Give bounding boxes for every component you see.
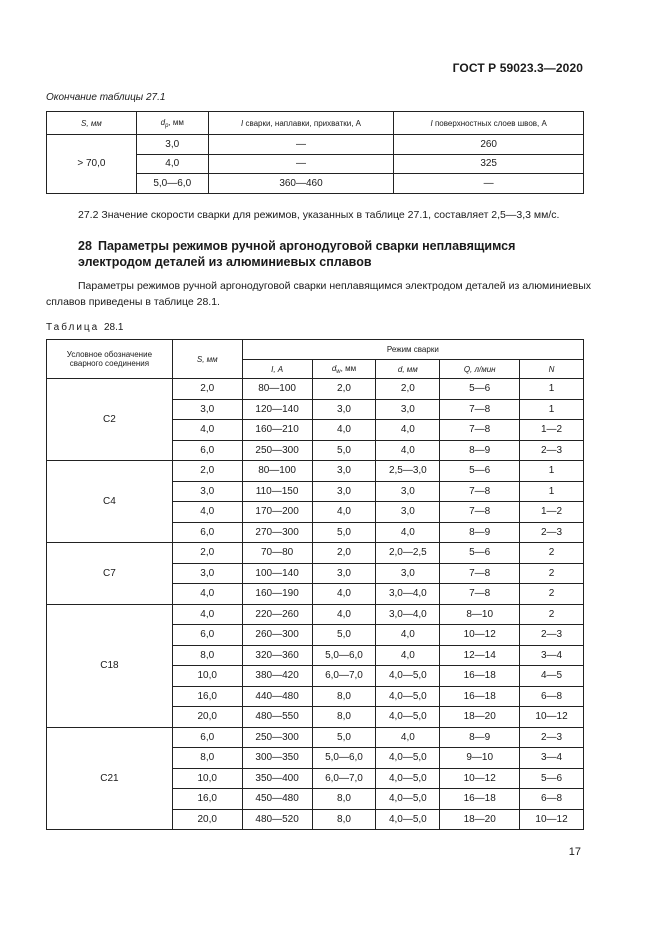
table-cell: 9—10: [440, 748, 520, 769]
table-cell: 5,0: [312, 727, 376, 748]
table-cell: 6,0: [172, 440, 242, 461]
table-cell: 6,0—7,0: [312, 666, 376, 687]
table-cell: —: [208, 154, 394, 174]
table-cell: 2: [520, 604, 584, 625]
table-cell: 450—480: [242, 789, 312, 810]
table-cell: 4,0—5,0: [376, 707, 440, 728]
table-row: [47, 461, 584, 482]
table-cell: 8,0: [312, 686, 376, 707]
table-cell: 3,0: [172, 481, 242, 502]
table-cell: 2,0: [172, 543, 242, 564]
table-cell: 7—8: [440, 502, 520, 523]
header-i-welding: I сварки, наплавки, прихватки, А: [208, 112, 394, 135]
table-cell: 6—8: [520, 686, 584, 707]
table-cell: 120—140: [242, 399, 312, 420]
table-cell: 7—8: [440, 481, 520, 502]
table-cell: 10—12: [520, 707, 584, 728]
table-cell: 5,0—6,0: [312, 645, 376, 666]
table-27-1-caption: Окончание таблицы 27.1: [46, 92, 166, 103]
table-row: [47, 604, 584, 625]
table-cell: 4,0: [172, 584, 242, 605]
table-cell: 2,0: [172, 379, 242, 400]
table-cell: 1—2: [520, 420, 584, 441]
table-cell: 3,0: [136, 135, 208, 155]
table-cell: 7—8: [440, 399, 520, 420]
table-cell: 480—520: [242, 809, 312, 830]
table-cell: 7—8: [440, 563, 520, 584]
table-cell: 440—480: [242, 686, 312, 707]
table-cell: 4,0—5,0: [376, 748, 440, 769]
table-cell: 1: [520, 399, 584, 420]
table-cell: 8,0: [172, 645, 242, 666]
table-cell: 2,0: [172, 461, 242, 482]
table-cell: 80—100: [242, 461, 312, 482]
table-cell: 5,0: [312, 440, 376, 461]
table-cell: 220—260: [242, 604, 312, 625]
table-cell: 250—300: [242, 440, 312, 461]
table-cell: 3—4: [520, 645, 584, 666]
table-cell: 5—6: [440, 379, 520, 400]
table-cell: 8—9: [440, 727, 520, 748]
table-cell: 3,0: [312, 399, 376, 420]
paragraph-27-2: 27.2 Значение скорости сварки для режимов, указанных в таблице 27.1, составляет 2,5—3,3 мм/с.: [78, 209, 560, 221]
table-cell: 16,0: [172, 789, 242, 810]
table-cell: 2: [520, 543, 584, 564]
table-cell: 4,0: [376, 645, 440, 666]
table-cell: 4,0—5,0: [376, 686, 440, 707]
table-cell: 4,0: [172, 502, 242, 523]
table-cell: 7—8: [440, 584, 520, 605]
table-cell: —: [394, 174, 584, 194]
table-label-word: Таблица: [46, 322, 100, 333]
table-cell: 80—100: [242, 379, 312, 400]
table-cell: 4,0: [376, 727, 440, 748]
section-title-line-2: электродом деталей из алюминиевых сплавов: [78, 255, 372, 269]
table-cell: 18—20: [440, 809, 520, 830]
table-cell: 16—18: [440, 789, 520, 810]
table-cell: 12—14: [440, 645, 520, 666]
table-cell: 6,0: [172, 727, 242, 748]
group-s-cell: > 70,0: [47, 135, 137, 194]
table-cell: 5,0: [312, 522, 376, 543]
table-cell: 2—3: [520, 625, 584, 646]
table-cell: 4,0: [376, 625, 440, 646]
table-cell: 5,0: [312, 625, 376, 646]
table-cell: 3,0: [312, 461, 376, 482]
table-cell: 270—300: [242, 522, 312, 543]
header-i: I, А: [242, 360, 312, 379]
table-cell: 6—8: [520, 789, 584, 810]
standard-code: ГОСТ Р 59023.3—2020: [452, 61, 583, 75]
table-cell: 6,0—7,0: [312, 768, 376, 789]
joint-cell: С7: [47, 543, 173, 605]
table-cell: 2,0—2,5: [376, 543, 440, 564]
table-cell: 325: [394, 154, 584, 174]
table-cell: 4,0: [312, 604, 376, 625]
table-cell: 160—210: [242, 420, 312, 441]
table-cell: 1: [520, 481, 584, 502]
joint-cell: С18: [47, 604, 173, 727]
table-cell: 2,0: [312, 543, 376, 564]
table-cell: 170—200: [242, 502, 312, 523]
table-cell: 4,0: [172, 420, 242, 441]
table-header-row: [47, 340, 584, 360]
table-cell: 1: [520, 461, 584, 482]
joint-cell: С21: [47, 727, 173, 830]
table-cell: 4,0—5,0: [376, 666, 440, 687]
table-cell: 3—4: [520, 748, 584, 769]
table-cell: 1—2: [520, 502, 584, 523]
table-cell: 3,0: [376, 399, 440, 420]
table-cell: 3,0: [312, 481, 376, 502]
table-cell: 260: [394, 135, 584, 155]
header-d: d, мм: [376, 360, 440, 379]
section-heading: [78, 238, 598, 270]
table-cell: 8—9: [440, 440, 520, 461]
table-cell: 2,0: [376, 379, 440, 400]
table-cell: 480—550: [242, 707, 312, 728]
table-cell: 10—12: [440, 768, 520, 789]
header-dw: $d_w$, мм: [312, 360, 376, 379]
table-header-row: [47, 112, 584, 135]
table-cell: 8,0: [312, 809, 376, 830]
table-cell: 5,0—6,0: [312, 748, 376, 769]
table-cell: 100—140: [242, 563, 312, 584]
table-cell: 2,5—3,0: [376, 461, 440, 482]
table-cell: 10,0: [172, 666, 242, 687]
table-cell: 8—10: [440, 604, 520, 625]
table-cell: 380—420: [242, 666, 312, 687]
section-title-line-1: Параметры режимов ручной аргонодуговой сварки неплавящимся: [98, 239, 516, 253]
table-cell: 4,0: [376, 440, 440, 461]
table-cell: 5—6: [440, 461, 520, 482]
header-n: N: [520, 360, 584, 379]
table-cell: 10—12: [440, 625, 520, 646]
table-cell: 3,0: [376, 502, 440, 523]
table-cell: 5—6: [440, 543, 520, 564]
table-cell: 7—8: [440, 420, 520, 441]
table-cell: 5—6: [520, 768, 584, 789]
table-cell: 16,0: [172, 686, 242, 707]
table-cell: 4,0: [136, 154, 208, 174]
table-cell: 350—400: [242, 768, 312, 789]
table-cell: 2: [520, 584, 584, 605]
table-cell: 110—150: [242, 481, 312, 502]
table-cell: 20,0: [172, 707, 242, 728]
table-cell: 2: [520, 563, 584, 584]
table-cell: 4,0: [312, 502, 376, 523]
table-cell: 10,0: [172, 768, 242, 789]
table-cell: 3,0: [376, 481, 440, 502]
table-cell: 6,0: [172, 522, 242, 543]
table-row: [47, 727, 584, 748]
header-dp: $d_p$, мм: [136, 112, 208, 135]
table-cell: 3,0: [172, 399, 242, 420]
table-cell: 3,0—4,0: [376, 584, 440, 605]
table-cell: 4,0: [376, 522, 440, 543]
table-cell: 16—18: [440, 686, 520, 707]
table-cell: 3,0: [172, 563, 242, 584]
table-cell: 320—360: [242, 645, 312, 666]
table-cell: 160—190: [242, 584, 312, 605]
table-cell: 6,0: [172, 625, 242, 646]
table-cell: 250—300: [242, 727, 312, 748]
table-cell: 4,0—5,0: [376, 789, 440, 810]
table-cell: 4,0: [172, 604, 242, 625]
table-cell: 8,0: [312, 707, 376, 728]
table-cell: 4,0—5,0: [376, 809, 440, 830]
header-joint: Условное обозначение сварного соединения: [47, 340, 173, 379]
intro-paragraph: Параметры режимов ручной аргонодуговой сварки неплавящимся электродом деталей из алюминиевых сплавов приведены в таблице 28.1.: [46, 280, 591, 308]
table-cell: 20,0: [172, 809, 242, 830]
table-cell: 2,0: [312, 379, 376, 400]
table-cell: 18—20: [440, 707, 520, 728]
table-cell: 3,0—4,0: [376, 604, 440, 625]
section-number: 28: [78, 239, 92, 253]
header-i-surface: I поверхностных слоев швов, А: [394, 112, 584, 135]
table-cell: 10—12: [520, 809, 584, 830]
table-cell: 3,0: [376, 563, 440, 584]
table-row: [47, 135, 584, 155]
joint-cell: С4: [47, 461, 173, 543]
header-mode: Режим сварки: [242, 340, 583, 360]
table-cell: 8,0: [312, 789, 376, 810]
table-cell: 260—300: [242, 625, 312, 646]
table-28-1-label: [46, 322, 123, 333]
table-row: [47, 379, 584, 400]
table-row: [47, 543, 584, 564]
table-cell: 4—5: [520, 666, 584, 687]
table-cell: 1: [520, 379, 584, 400]
table-cell: —: [208, 135, 394, 155]
table-cell: 70—80: [242, 543, 312, 564]
table-cell: 360—460: [208, 174, 394, 194]
table-cell: 4,0—5,0: [376, 768, 440, 789]
table-label-number: 28.1: [104, 322, 124, 333]
table-cell: 300—350: [242, 748, 312, 769]
table-cell: 8,0: [172, 748, 242, 769]
header-s: S, мм: [47, 112, 137, 135]
joint-cell: С2: [47, 379, 173, 461]
table-cell: 8—9: [440, 522, 520, 543]
header-s: S, мм: [172, 340, 242, 379]
table-27-1: [46, 111, 584, 194]
table-cell: 2—3: [520, 727, 584, 748]
header-q: Q, л/мин: [440, 360, 520, 379]
table-28-1-body: [47, 379, 584, 830]
table-cell: 16—18: [440, 666, 520, 687]
page-number: 17: [568, 846, 581, 858]
table-28-1: [46, 339, 584, 830]
table-cell: 3,0: [312, 563, 376, 584]
table-cell: 5,0—6,0: [136, 174, 208, 194]
table-cell: 4,0: [312, 584, 376, 605]
table-cell: 4,0: [376, 420, 440, 441]
table-cell: 2—3: [520, 522, 584, 543]
table-cell: 2—3: [520, 440, 584, 461]
table-cell: 4,0: [312, 420, 376, 441]
